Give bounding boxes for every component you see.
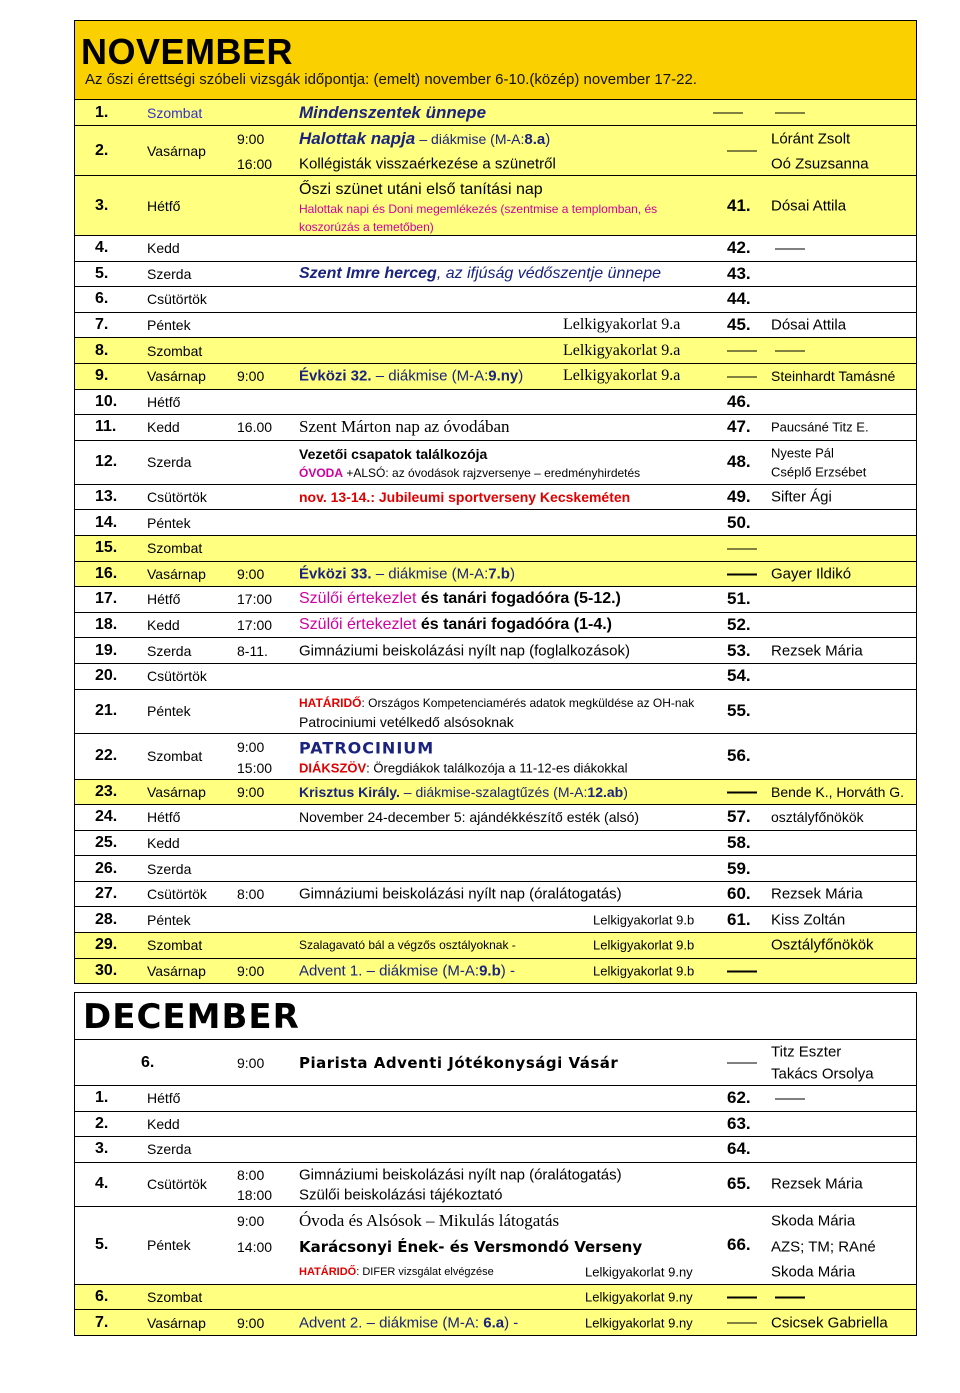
day-row: 12. Szerda Vezetői csapatok találkozója ÓVODA +ALSÓ: az óvodások rajzversenye – eredményhirdetés 48. Nyeste Pál Cséplő Erzsébet — [74, 441, 917, 485]
dash-icon — [727, 1289, 757, 1306]
day-row: 29. Szombat Szalagavató bál a végzős osztályoknak - Lelkigyakorlat 9.b Osztályfőnökök — [74, 933, 917, 959]
month-title: DECEMBER — [83, 997, 300, 1037]
dash-icon — [727, 368, 757, 385]
day-row: 7. Péntek Lelkigyakorlat 9.a 45. Dósai Attila — [74, 313, 917, 339]
day-row: 11. Kedd 16.00 Szent Márton nap az óvodában 47. Paucsáné Titz E. — [74, 415, 917, 441]
day-row: 3. Szerda 64. — [74, 1137, 917, 1163]
dash-icon — [775, 240, 805, 257]
day-row: 10. Hétfő 46. — [74, 390, 917, 416]
dash-icon — [727, 1054, 757, 1071]
dash-icon — [727, 962, 757, 979]
day-row: 19. Szerda 8-11. Gimnáziumi beiskolázási nyílt nap (foglalkozások) 53. Rezsek Mária — [74, 638, 917, 664]
day-row: 2. Kedd 63. — [74, 1112, 917, 1138]
dash-icon — [775, 104, 805, 121]
day-row: 2. Vasárnap 9:00 16:00 Halottak napja – diákmise (M-A:8.a) Kollégisták visszaérkezése a szünetről Lóránt Zsolt Oó Zsuzsanna — [74, 126, 917, 176]
dash-icon — [775, 1289, 805, 1306]
dash-icon — [727, 1314, 757, 1331]
dash-icon — [713, 104, 743, 121]
day-row: 6. Szombat Lelkigyakorlat 9.ny — [74, 1285, 917, 1311]
day-row: 28. Péntek Lelkigyakorlat 9.b 61. Kiss Zoltán — [74, 907, 917, 933]
month-title: NOVEMBER — [81, 31, 294, 72]
dash-icon — [727, 540, 757, 557]
day-row: 25. Kedd 58. — [74, 831, 917, 857]
day-row: 3. Hétfő Őszi szünet utáni első tanítási nap Halottak napi és Doni megemlékezés (szentmise a templomban, és koszorúzás a temetőben) 41. Dósai Attila — [74, 176, 917, 236]
day-row: 5. Szerda Szent Imre herceg, az ifjúság védőszentje ünnepe 43. — [74, 262, 917, 288]
dash-icon — [775, 342, 805, 359]
day-row: 27. Csütörtök 8:00 Gimnáziumi beiskolázási nyílt nap (óralátogatás) 60. Rezsek Mária — [74, 882, 917, 908]
day-row: 23. Vasárnap 9:00 Krisztus Király. – diákmise-szalagtűzés (M-A:12.ab) Bende K., Horváth G. — [74, 780, 917, 806]
day-row: 21. Péntek HATÁRIDŐ: Országos Kompetenciamérés adatok megküldése az OH-nak Patrociniumi vetélkedő alsósoknak 55. — [74, 690, 917, 734]
day-row: 1. Szombat Mindenszentek ünnepe — [74, 100, 917, 126]
dash-icon — [727, 565, 757, 582]
day-row: 8. Szombat Lelkigyakorlat 9.a — [74, 338, 917, 364]
day-row: 16. Vasárnap 9:00 Évközi 33. – diákmise (M-A:7.b) Gayer Ildikó — [74, 562, 917, 588]
day-row: 6. 9:00 Piarista Adventi Jótékonysági Vásár Titz Eszter Takács Orsolya — [74, 1040, 917, 1086]
dash-icon — [727, 142, 757, 159]
dash-icon — [775, 1090, 805, 1107]
day-row: 22. Szombat 9:00 15:00 PATROCINIUM DIÁKSZÖV: Öregdiákok találkozója a 11-12-es diákokkal 56. — [74, 734, 917, 780]
day-row: 24. Hétfő November 24-december 5: ajándékkészítő esték (alsó) 57. osztályfőnökök — [74, 805, 917, 831]
dash-icon — [727, 783, 757, 800]
day-row: 4. Csütörtök 8:00 18:00 Gimnáziumi beiskolázási nyílt nap (óralátogatás) Szülői beiskolázási tájékoztató 65. Rezsek Mária — [74, 1163, 917, 1207]
day-row: 6. Csütörtök 44. — [74, 287, 917, 313]
day-row: 26. Szerda 59. — [74, 856, 917, 882]
day-row: 14. Péntek 50. — [74, 510, 917, 536]
dash-icon — [727, 342, 757, 359]
day-row: 7. Vasárnap 9:00 Advent 2. – diákmise (M-A: 6.a) - Lelkigyakorlat 9.ny Csicsek Gabriella — [74, 1310, 917, 1336]
november-header — [74, 20, 917, 100]
day-row: 13. Csütörtök nov. 13-14.: Jubileumi sportverseny Kecskeméten 49. Sifter Ági — [74, 485, 917, 511]
day-row: 17. Hétfő 17:00 Szülői értekezlet és tanári fogadóóra (5-12.) 51. — [74, 587, 917, 613]
day-row: 30. Vasárnap 9:00 Advent 1. – diákmise (M-A:9.b) - Lelkigyakorlat 9.b — [74, 959, 917, 985]
day-row: 9. Vasárnap 9:00 Évközi 32. – diákmise (M-A:9.ny) Lelkigyakorlat 9.a Steinhardt Tamásné — [74, 364, 917, 390]
exam-intro: Az őszi érettségi szóbeli vizsgák időpontja: (emelt) november 6-10.(közép) november 17-22. — [85, 71, 697, 88]
day-row: 18. Kedd 17:00 Szülői értekezlet és tanári fogadóóra (1-4.) 52. — [74, 613, 917, 639]
day-row: 20. Csütörtök 54. — [74, 664, 917, 690]
day-row: 4. Kedd 42. — [74, 236, 917, 262]
day-row: 5. Péntek 9:00 14:00 Óvoda és Alsósok – Mikulás látogatás Karácsonyi Ének- és Versmondó Verseny HATÁRIDŐ: DIFER vizsgálat elvégzése Lelkigyakorlat 9.ny 66. Skoda Mária AZS; TM; RAné Skoda Mária — [74, 1207, 917, 1285]
day-row: 15. Szombat — [74, 536, 917, 562]
december-header — [74, 992, 917, 1040]
day-row: 1. Hétfő 62. — [74, 1086, 917, 1112]
